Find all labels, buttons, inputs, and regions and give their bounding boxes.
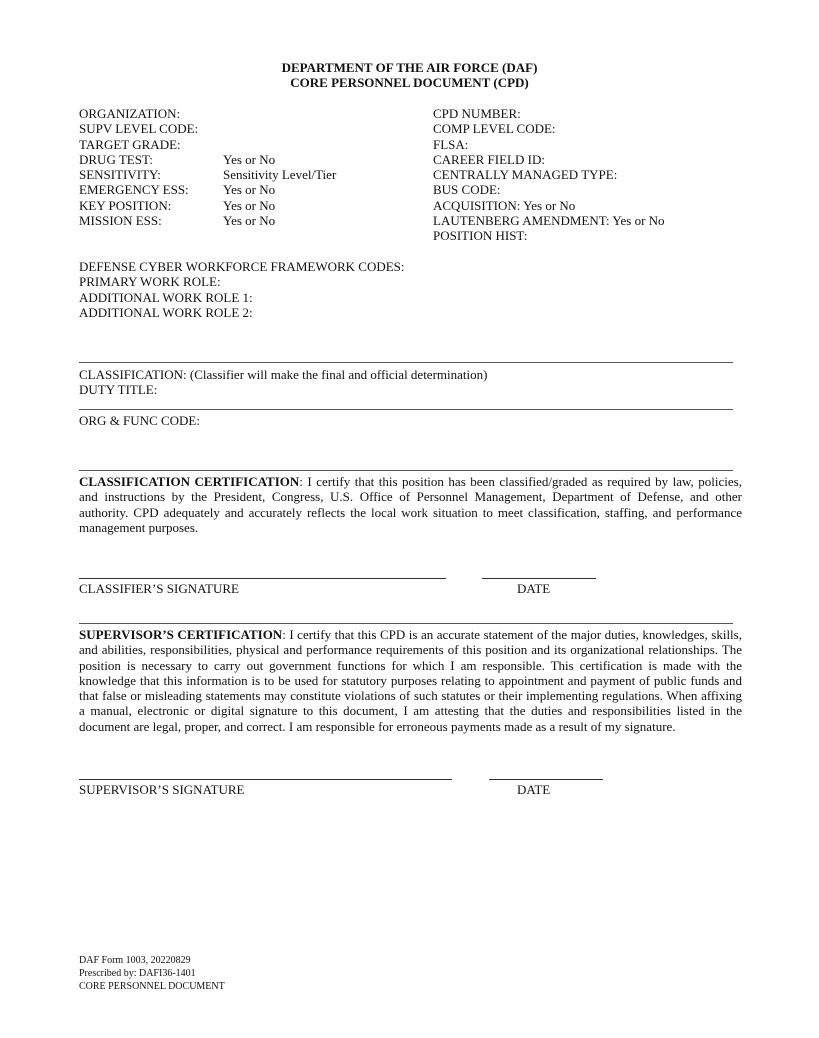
classifier-signature-line [79, 578, 446, 579]
field-centrally-managed-type: CENTRALLY MANAGED TYPE: [433, 167, 618, 182]
classification-certification-heading: CLASSIFICATION CERTIFICATION [79, 474, 300, 489]
supervisor-certification-heading: SUPERVISOR’S CERTIFICATION [79, 627, 283, 642]
org-func-code-label: ORG & FUNC CODE: [79, 413, 200, 428]
field-flsa: FLSA: [433, 137, 469, 152]
duty-title-label: DUTY TITLE: [79, 382, 158, 397]
additional-work-role-2: ADDITIONAL WORK ROLE 2: [79, 305, 253, 320]
field-mission-ess-value: Yes or No [223, 213, 276, 228]
footer-form-number: DAF Form 1003, 20220829 [79, 955, 191, 966]
field-drug-test-label: DRUG TEST: [79, 152, 153, 167]
divider [79, 623, 733, 624]
classification-certification-paragraph [79, 474, 742, 535]
classification-certification-text: : I certify that this position has been classified/graded as required by law, policies, and instructions by the President, Congress, U.S. Office of Personnel Management, Department of Defense, and other authority. CPD adequately and accurately reflects the local work situation to meet classification, staffing, and performance management purposes. [79, 474, 742, 535]
primary-work-role: PRIMARY WORK ROLE: [79, 274, 221, 289]
additional-work-role-1: ADDITIONAL WORK ROLE 1: [79, 290, 253, 305]
cyber-codes-heading: DEFENSE CYBER WORKFORCE FRAMEWORK CODES: [79, 259, 405, 274]
field-organization-label: ORGANIZATION: [79, 106, 181, 121]
field-supv-level-code-label: SUPV LEVEL CODE: [79, 121, 199, 136]
field-mission-ess-label: MISSION ESS: [79, 213, 162, 228]
field-bus-code: BUS CODE: [433, 182, 501, 197]
field-target-grade-label: TARGET GRADE: [79, 137, 181, 152]
field-position-hist: POSITION HIST: [433, 228, 528, 243]
field-career-field-id: CAREER FIELD ID: [433, 152, 545, 167]
divider [79, 409, 733, 410]
supervisor-signature-label: SUPERVISOR’S SIGNATURE [79, 782, 245, 797]
header-title-line1: DEPARTMENT OF THE AIR FORCE (DAF) [281, 60, 538, 75]
field-drug-test-value: Yes or No [223, 152, 276, 167]
divider [79, 362, 733, 363]
field-acquisition: ACQUISITION: Yes or No [433, 198, 576, 213]
supervisor-date-label: DATE [517, 782, 551, 797]
divider [79, 470, 733, 471]
field-emergency-ess-value: Yes or No [223, 182, 276, 197]
classifier-signature-label: CLASSIFIER’S SIGNATURE [79, 581, 239, 596]
footer-document-title: CORE PERSONNEL DOCUMENT [79, 981, 225, 992]
header-title-line2: CORE PERSONNEL DOCUMENT (CPD) [290, 75, 529, 90]
field-key-position-value: Yes or No [223, 198, 276, 213]
supervisor-certification-paragraph [79, 627, 742, 734]
classification-label: CLASSIFICATION: (Classifier will make the final and official determination) [79, 367, 488, 382]
field-emergency-ess-label: EMERGENCY ESS: [79, 182, 189, 197]
classifier-date-label: DATE [517, 581, 551, 596]
field-comp-level-code: COMP LEVEL CODE: [433, 121, 556, 136]
supervisor-date-line [489, 779, 603, 780]
field-key-position-label: KEY POSITION: [79, 198, 172, 213]
field-cpd-number: CPD NUMBER: [433, 106, 521, 121]
footer-prescribed-by: Prescribed by: DAFI36-1401 [79, 968, 196, 979]
supervisor-signature-line [79, 779, 452, 780]
field-sensitivity-value: Sensitivity Level/Tier [223, 167, 337, 182]
classifier-date-line [482, 578, 596, 579]
supervisor-certification-text: : I certify that this CPD is an accurate statement of the major duties, knowledges, skills, and abilities, responsibilities, physical and performance requirements of this position and its organizational relationships. The position is necessary to carry out government functions for which I am responsible. This certification is made with the knowledge that this information is to be used for statutory purposes relating to appointment and payment of public funds and that false or misleading statements may constitute violations of such statutes or their implementing regulations. When affixing a manual, electronic or digital signature to this document, I am attesting that the duties and responsibilities listed in the document are legal, proper, and correct. I am responsible for erroneous payments made as a result of my signature. [79, 627, 742, 734]
field-sensitivity-label: SENSITIVITY: [79, 167, 161, 182]
field-lautenberg-amendment: LAUTENBERG AMENDMENT: Yes or No [433, 213, 665, 228]
